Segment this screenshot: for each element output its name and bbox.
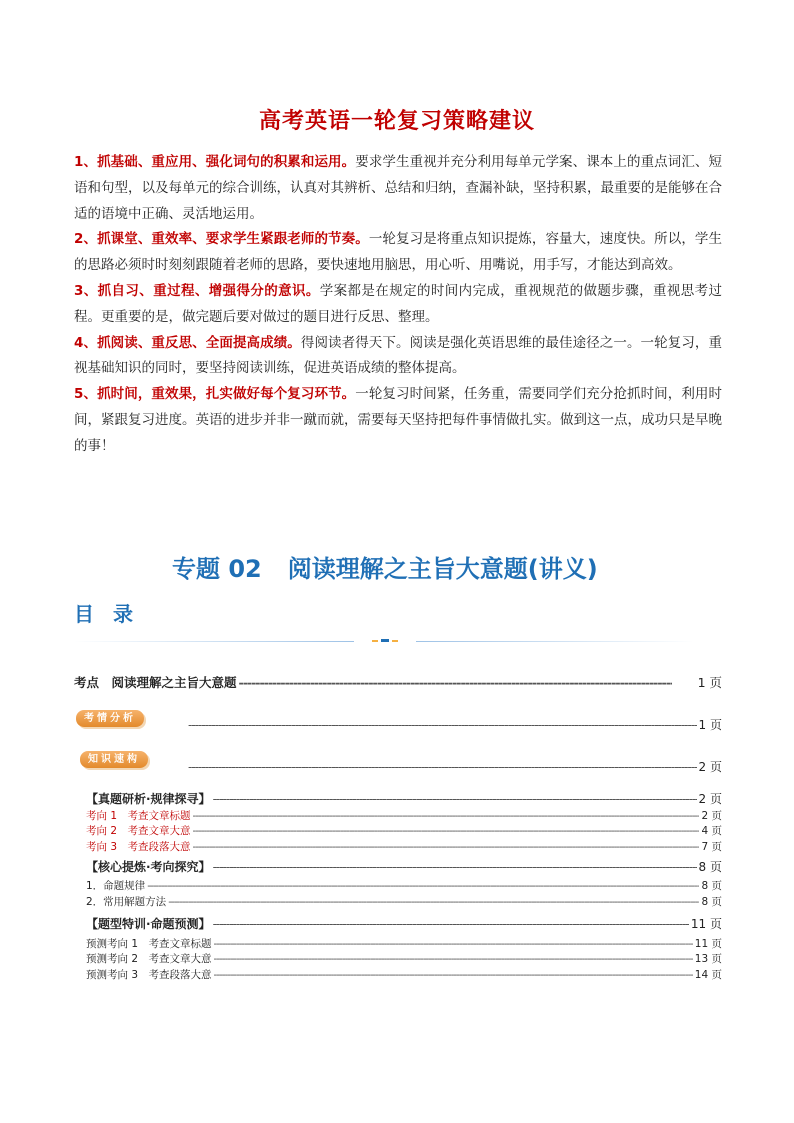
- toc-entry-section[interactable]: [86, 790, 722, 807]
- advice-highlight: 2、抓课堂、重效率、要求学生紧跟老师的节奏。: [74, 231, 369, 248]
- toc-entry-section[interactable]: [86, 823, 722, 838]
- topic-number: 专题 02: [172, 555, 262, 583]
- advice-text: 要求学生重视并充分利用每单元学案、课本上的重点词汇、短语和句型，以及每单元的综合训练，认真对其辨析、总结和归纳，查漏补缺，坚持积累，最重要的是能够在合适的语境中正确、灵活地运用。: [74, 154, 722, 222]
- toc-entry-label: 考点 阅读理解之主旨大意题: [74, 675, 237, 690]
- advice-highlight: 1、抓基础、重应用、强化词句的积累和运用。: [74, 154, 356, 170]
- toc-leader: [188, 718, 697, 732]
- advice-item-2: [74, 227, 722, 279]
- topic-name: 阅读理解之主旨大意题(讲义): [287, 555, 598, 583]
- toc-leader: [188, 760, 697, 774]
- toc-entry-page: 2 页: [698, 760, 722, 774]
- advice-item-1: [74, 150, 722, 227]
- advice-item-3: [74, 279, 722, 331]
- toc-entry-label: 预测考向 2 考查文章大意: [86, 953, 212, 965]
- toc-leader: [214, 938, 693, 950]
- toc-entry-page: 2 页: [701, 810, 722, 822]
- toc-leader: [213, 860, 697, 874]
- toc-entry-section[interactable]: [86, 878, 722, 893]
- toc-entry-page: 7 页: [701, 841, 722, 853]
- toc-entry-label: 预测考向 3 考查段落大意: [86, 969, 212, 981]
- toc-entry-section[interactable]: [86, 915, 722, 932]
- toc-entry-page: 1 页: [698, 718, 722, 732]
- advice-highlight: 3、抓自习、重过程、增强得分的意识。: [74, 282, 320, 299]
- toc-entry-page: 14 页: [694, 969, 722, 981]
- toc-entry-page: 4 页: [701, 825, 722, 837]
- topic-title: [172, 549, 598, 584]
- toc-entry-label: 预测考向 1 考查文章标题: [86, 938, 212, 950]
- toc-entry-page: 13 页: [694, 953, 722, 965]
- toc-entry-page: 11 页: [694, 938, 722, 950]
- advice-item-4: [74, 331, 722, 383]
- toc-entry-label: 2．常用解题方法: [86, 896, 167, 908]
- toc-entry-label: 考向 1 考查文章标题: [86, 810, 191, 822]
- badge-kaoqing: 考情分析: [76, 710, 144, 727]
- toc-entry-label: 【题型特训·命题预测】: [86, 917, 211, 931]
- toc-entry-section[interactable]: [86, 936, 722, 951]
- toc-entry-section[interactable]: [86, 858, 722, 875]
- advice-text: 一轮复习时间紧，任务重，需要同学们充分抢抓时间，利用时间，紧跟复习进度。英语的进步并非一蹴而就，需要每天坚持把每件事情做扎实。做到这一点，成功只是早晚的事！: [74, 386, 722, 454]
- toc-leader: [214, 953, 693, 965]
- divider-ornament-icon: [370, 638, 400, 644]
- toc-entry-section[interactable]: [86, 967, 722, 982]
- advice-highlight: 4、抓阅读、重反思、全面提高成绩。: [74, 334, 301, 351]
- toc-entry-page: 8 页: [701, 896, 722, 908]
- toc-entry-zhishi[interactable]: [186, 758, 722, 775]
- toc-entry-label: 考向 2 考查文章大意: [86, 825, 191, 837]
- toc-leader: [213, 792, 697, 806]
- toc-divider: [74, 641, 694, 643]
- advice-highlight: 5、抓时间，重效果，扎实做好每个复习环节。: [74, 386, 356, 403]
- toc-heading: 目 录: [74, 602, 139, 626]
- toc-leader: [213, 917, 689, 931]
- main-title: 高考英语一轮复习策略建议: [258, 109, 535, 134]
- toc-leader: [193, 825, 700, 837]
- toc-entry-page: 8 页: [698, 860, 722, 874]
- advice-text: 一轮复习是将重点知识提炼，容量大，速度快。所以，学生的思路必须时时刻刻跟随着老师的思路，要快速地用脑思，用心听、用嘴说，用手写，才能达到高效。: [74, 231, 722, 274]
- advice-list: [74, 150, 722, 460]
- toc-entry-kaoqing[interactable]: [186, 716, 722, 733]
- toc-entry-label: 考向 3 考查段落大意: [86, 841, 191, 853]
- toc-entry-label: 【核心提炼·考向探究】: [86, 860, 211, 874]
- toc-entry-label: 【真题研析·规律探寻】: [86, 792, 211, 806]
- toc-leader: [239, 675, 672, 690]
- toc-entry-section[interactable]: [86, 808, 722, 823]
- toc-leader: [147, 880, 699, 892]
- toc-entry-label: 1．命题规律: [86, 880, 146, 892]
- advice-text: 学案都是在规定的时间内完成，重视规范的做题步骤，重视思考过程。更重要的是，做完题后要对做过的题目进行反思、整理。: [74, 282, 722, 325]
- toc-entry-page: 2 页: [698, 792, 722, 806]
- badge-zhishi: 知识速构: [80, 751, 148, 768]
- toc-entry-page: 8 页: [701, 880, 722, 892]
- toc-entry-section[interactable]: [86, 894, 722, 909]
- toc-entry-section[interactable]: [86, 839, 722, 854]
- toc-entry-main[interactable]: [74, 673, 722, 691]
- toc-entry-page: 11 页: [690, 917, 722, 931]
- toc-leader: [193, 810, 700, 822]
- toc-entry-page: 1 页: [697, 675, 722, 690]
- advice-item-5: [74, 382, 722, 459]
- toc-leader: [193, 841, 700, 853]
- toc-entry-section[interactable]: [86, 951, 722, 966]
- toc-leader: [168, 896, 699, 908]
- advice-text: 得阅读者得天下。阅读是强化英语思维的最佳途径之一。一轮复习，重视基础知识的同时，要坚持阅读训练，促进英语成绩的整体提高。: [74, 334, 722, 377]
- toc-leader: [214, 969, 693, 981]
